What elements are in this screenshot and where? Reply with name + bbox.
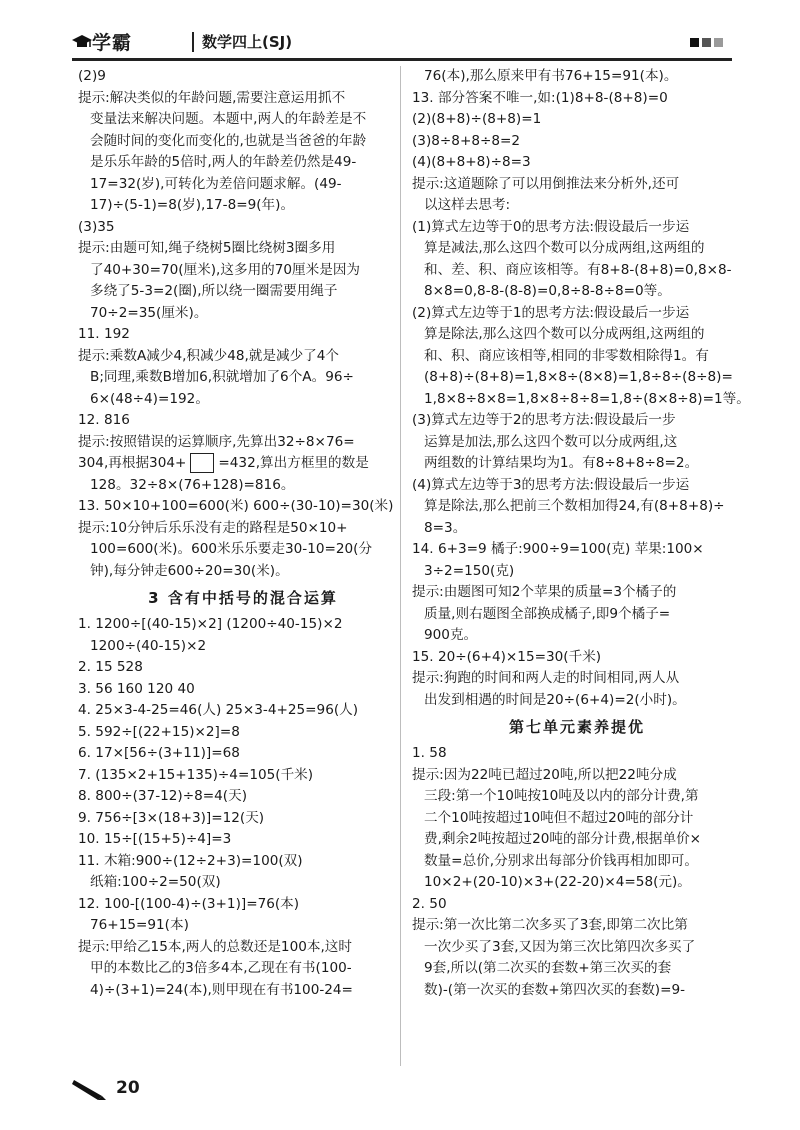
blank-box [190, 453, 214, 473]
answer-line: 8. 800÷(37-12)÷8=4(天) [78, 788, 248, 804]
answer-line: 8=3。 [424, 519, 467, 536]
answer-line: 3. 56 160 120 40 [78, 680, 195, 697]
answer-line: 提示:按照错误的运算顺序,先算出32÷8×76= [78, 433, 355, 450]
answer-line: 会随时间的变化而变化的,也就是当爸爸的年龄 [90, 132, 367, 149]
answer-line: 17=32(岁),可转化为差倍问题求解。(49- [90, 175, 342, 192]
answer-line: 提示:由题图可知2个苹果的质量=3个橘子的 [412, 584, 677, 600]
answer-line: 提示:甲给乙15本,两人的总数还是100本,这时 [78, 938, 352, 955]
section-title: 第七单元素养提优 [508, 718, 645, 736]
answer-line: 10×2+(20-10)×3+(22-20)×4=58(元)。 [424, 874, 691, 890]
answer-line: 出发到相遇的时间是20÷(6+4)=2(小时)。 [424, 691, 686, 708]
answer-line: 11. 木箱:900÷(12÷2+3)=100(双) [78, 852, 303, 869]
answer-line: (4)(8+8+8)÷8=3 [412, 154, 531, 170]
answer-line: 17)÷(5-1)=8(岁),17-8=9(年)。 [90, 197, 295, 213]
answer-line: 5. 592÷[(22+15)×2]=8 [78, 723, 240, 740]
answer-line: 算是除法,那么把前三个数相加得24,有(8+8+8)÷ [424, 498, 725, 514]
answer-line: 数量=总价,分别求出每部分价钱再相加即可。 [424, 852, 698, 869]
answer-line: 1. 58 [412, 745, 447, 761]
answer-line: 提示:因为22吨已超过20吨,所以把22吨分成 [412, 766, 677, 783]
answer-line: 和、差、积、商应该相等。有8+8-(8+8)=0,8×8- [424, 261, 732, 278]
right-column [412, 66, 750, 1001]
answer-line: 14. 6+3=9 橘子:900÷9=100(克) 苹果:100× [412, 541, 704, 557]
answer-line: 70÷2=35(厘米)。 [90, 304, 208, 321]
answer-line: (2)9 [78, 68, 106, 84]
book-subject: 数学四上(SJ) [202, 33, 293, 51]
answer-line: 2. 15 528 [78, 659, 143, 675]
answer-line: (4)算式左边等于3的思考方法:假设最后一步运 [412, 476, 690, 493]
header-square-3 [714, 38, 723, 47]
answer-line: 1200÷(40-15)×2 [90, 637, 207, 654]
answer-line: 12. 100-[(100-4)÷(3+1)]=76(本) [78, 895, 300, 912]
answer-line: 3÷2=150(克) [424, 562, 515, 579]
answer-line: 128。32÷8×(76+128)=816。 [90, 476, 295, 493]
answer-line: 费,剩余2吨按超过20吨的部分计费,根据单价× [424, 831, 702, 847]
answer-line: 变量法来解决问题。本题中,两人的年龄差是不 [90, 111, 367, 127]
header-square-1 [690, 38, 699, 47]
answer-line: 10. 15÷[(15+5)÷4]=3 [78, 831, 232, 847]
answer-line: (3)35 [78, 218, 115, 235]
answer-line: (2)(8+8)÷(8+8)=1 [412, 111, 542, 127]
answer-line: 多绕了5-3=2(圈),所以绕一圈需要用绳子 [90, 283, 338, 299]
answer-line-with-box [78, 453, 408, 475]
answer-line: 13. 部分答案不唯一,如:(1)8+8-(8+8)=0 [412, 89, 668, 106]
answer-line: 提示:这道题除了可以用倒推法来分析外,还可 [412, 175, 680, 192]
section-title: 3 含有中括号的混合运算 [148, 589, 338, 607]
answer-line: 提示:由题可知,绳子绕树5圈比绕树3圈多用 [78, 240, 336, 256]
answer-line: (1)算式左边等于0的思考方法:假设最后一步运 [412, 218, 690, 235]
answer-line: 两组数的计算结果均为1。有8÷8+8÷8=2。 [424, 455, 699, 471]
page-header [72, 22, 732, 58]
box-line-after: =432,算出方框里的数是 [218, 455, 369, 471]
brand-logo [72, 28, 132, 55]
answer-line: 是乐乐年龄的5倍时,两人的年龄差仍然是49- [90, 154, 357, 170]
answer-line: 纸箱:100÷2=50(双) [90, 874, 221, 890]
answer-line: 8×8=0,8-8-(8-8)=0,8÷8-8÷8=0等。 [424, 283, 671, 299]
answer-line: 运算是加法,那么这四个数可以分成两组,这 [424, 433, 678, 450]
answer-line: 了40+30=70(厘米),这多用的70厘米是因为 [90, 261, 361, 278]
answer-line: 1,8×8÷8×8=1,8×8÷8÷8=1,8÷(8×8÷8)=1等。 [424, 390, 750, 407]
answer-line: 7. (135×2+15+135)÷4=105(千米) [78, 766, 314, 783]
answer-line: B;同理,乘数B增加6,积就增加了6个A。96÷ [90, 369, 354, 385]
brand-name: 学霸 [92, 32, 133, 54]
answer-line: 6. 17×[56÷(3+11)]=68 [78, 745, 240, 761]
answer-line: 900克。 [424, 627, 478, 643]
answer-line: 钟),每分钟走600÷20=30(米)。 [90, 562, 289, 579]
answer-line: 三段:第一个10吨按10吨及以内的部分计费,第 [424, 788, 699, 804]
answer-line: 提示:乘数A减少4,积减少48,就是减少了4个 [78, 347, 340, 364]
answer-line: 一次少买了3套,又因为第三次比第四次多买了 [424, 938, 696, 955]
answer-line: 100=600(米)。600米乐乐要走30-10=20(分 [90, 541, 373, 557]
header-rule [72, 58, 732, 61]
answer-line: 4. 25×3-4-25=46(人) 25×3-4+25=96(人) [78, 702, 359, 718]
answer-line: 算是除法,那么这四个数可以分成两组,这两组的 [424, 326, 705, 342]
answer-line: 2. 50 [412, 895, 447, 912]
graduation-cap-icon [72, 35, 92, 49]
answer-line: 1. 1200÷[(40-15)×2] (1200÷40-15)×2 [78, 616, 343, 632]
answer-line: 6×(48÷4)=192。 [90, 390, 209, 407]
answer-line: 和、积、商应该相等,相同的非零数相除得1。有 [424, 347, 709, 364]
answer-line: 甲的本数比乙的3倍多4本,乙现在有书(100- [90, 960, 352, 976]
answer-line: 76(本),那么原来甲有书76+15=91(本)。 [424, 68, 678, 84]
header-square-2 [702, 38, 711, 47]
answer-line: (3)8÷8+8÷8=2 [412, 132, 521, 149]
answer-line: 11. 192 [78, 326, 130, 342]
answer-line: 15. 20÷(6+4)×15=30(千米) [412, 648, 602, 665]
answer-line: 提示:狗跑的时间和两人走的时间相同,两人从 [412, 670, 680, 686]
answer-line: 76+15=91(本) [90, 917, 189, 933]
left-column [78, 66, 408, 1001]
answer-line: 13. 50×10+100=600(米) 600÷(30-10)=30(米) [78, 498, 394, 514]
header-separator [192, 32, 194, 52]
answer-line: 9套,所以(第二次买的套数+第三次买的套 [424, 960, 672, 976]
pen-icon [72, 1076, 108, 1102]
answer-line: (2)算式左边等于1的思考方法:假设最后一步运 [412, 304, 690, 321]
answer-line: 9. 756÷[3×(18+3)]=12(天) [78, 809, 265, 826]
answer-line: 数)-(第一次买的套数+第四次买的套数)=9- [424, 981, 686, 998]
answer-line: 提示:第一次比第二次多买了3套,即第二次比第 [412, 917, 688, 933]
box-line-before: 304,再根据304+ [78, 455, 187, 471]
answer-line: 提示:10分钟后乐乐没有走的路程是50×10+ [78, 519, 348, 536]
page-number: 20 [116, 1078, 140, 1098]
answer-line: (8+8)÷(8+8)=1,8×8÷(8×8)=1,8÷8÷(8÷8)= [424, 369, 733, 385]
answer-line: 质量,则右题图全部换成橘子,即9个橘子= [424, 605, 671, 622]
answer-line: 二个10吨按超过10吨但不超过20吨的部分计 [424, 809, 694, 826]
answer-line: 4)÷(3+1)=24(本),则甲现在有书100-24= [90, 981, 353, 998]
answer-line: (3)算式左边等于2的思考方法:假设最后一步 [412, 412, 676, 428]
answer-line: 12. 816 [78, 412, 130, 428]
answer-line: 以这样去思考: [424, 197, 511, 213]
answer-line: 算是减法,那么这四个数可以分成两组,这两组的 [424, 240, 705, 256]
answer-line: 提示:解决类似的年龄问题,需要注意运用抓不 [78, 89, 346, 106]
